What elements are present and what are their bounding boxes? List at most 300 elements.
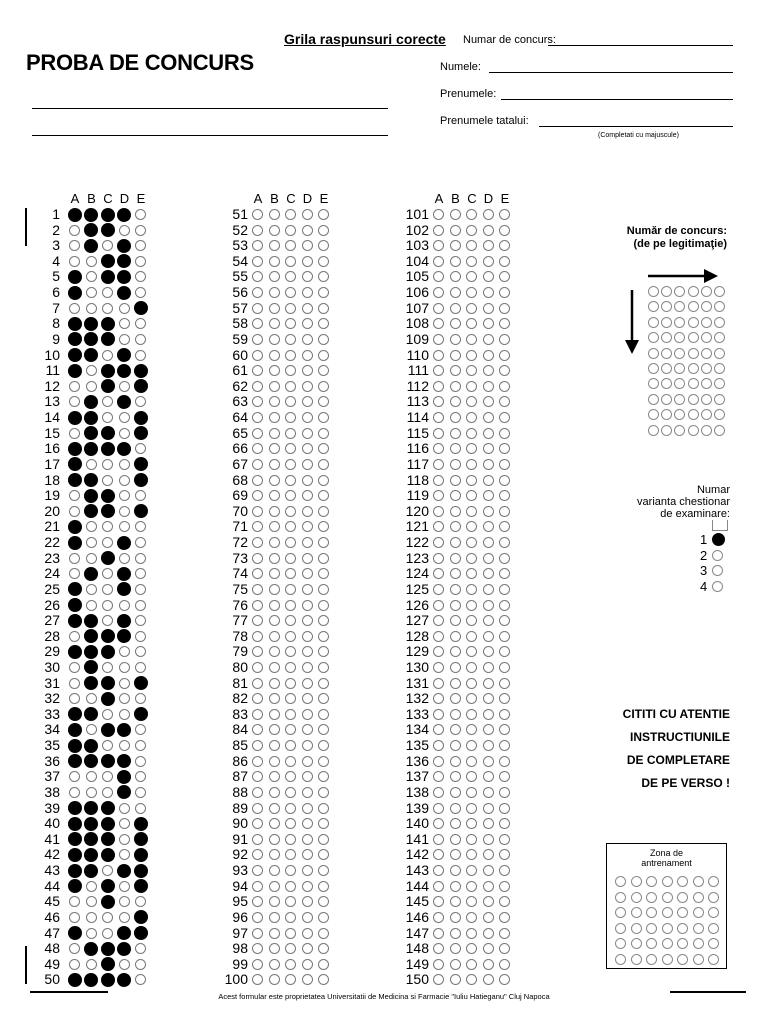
registration-digit-bubble[interactable] <box>701 425 712 436</box>
answer-bubble-b[interactable] <box>269 475 280 486</box>
answer-bubble-d[interactable] <box>483 943 494 954</box>
answer-bubble-e[interactable] <box>135 225 146 236</box>
training-bubble[interactable] <box>708 938 719 949</box>
answer-bubble-d[interactable] <box>302 209 313 220</box>
answer-bubble-c[interactable] <box>102 865 113 876</box>
answer-bubble-c[interactable] <box>466 475 477 486</box>
answer-bubble-b[interactable] <box>84 239 98 253</box>
answer-bubble-d[interactable] <box>119 803 130 814</box>
answer-bubble-c[interactable] <box>102 475 113 486</box>
answer-bubble-e[interactable] <box>499 303 510 314</box>
answer-bubble-a[interactable] <box>252 756 263 767</box>
answer-bubble-c[interactable] <box>466 662 477 673</box>
training-bubble[interactable] <box>677 907 688 918</box>
answer-bubble-c[interactable] <box>102 600 113 611</box>
answer-bubble-e[interactable] <box>318 803 329 814</box>
answer-bubble-c[interactable] <box>466 553 477 564</box>
answer-bubble-d[interactable] <box>483 928 494 939</box>
registration-digit-bubble[interactable] <box>648 348 659 359</box>
answer-bubble-e[interactable] <box>318 756 329 767</box>
answer-bubble-b[interactable] <box>86 256 97 267</box>
answer-bubble-a[interactable] <box>433 724 444 735</box>
answer-bubble-e[interactable] <box>134 879 148 893</box>
answer-bubble-e[interactable] <box>499 396 510 407</box>
answer-bubble-d[interactable] <box>119 521 130 532</box>
training-bubble[interactable] <box>693 876 704 887</box>
answer-bubble-d[interactable] <box>302 803 313 814</box>
training-bubble[interactable] <box>677 892 688 903</box>
answer-bubble-c[interactable] <box>102 412 113 423</box>
answer-bubble-b[interactable] <box>86 584 97 595</box>
registration-digit-bubble[interactable] <box>701 332 712 343</box>
answer-bubble-a[interactable] <box>252 678 263 689</box>
answer-bubble-c[interactable] <box>285 943 296 954</box>
answer-bubble-a[interactable] <box>252 396 263 407</box>
answer-bubble-d[interactable] <box>117 723 131 737</box>
answer-bubble-e[interactable] <box>499 490 510 501</box>
answer-bubble-c[interactable] <box>466 240 477 251</box>
answer-bubble-d[interactable] <box>302 631 313 642</box>
answer-bubble-c[interactable] <box>101 223 115 237</box>
answer-bubble-d[interactable] <box>302 928 313 939</box>
answer-bubble-a[interactable] <box>433 381 444 392</box>
answer-bubble-a[interactable] <box>69 787 80 798</box>
answer-bubble-e[interactable] <box>318 568 329 579</box>
answer-bubble-c[interactable] <box>101 208 115 222</box>
answer-bubble-c[interactable] <box>466 709 477 720</box>
answer-bubble-a[interactable] <box>68 348 82 362</box>
answer-bubble-d[interactable] <box>302 724 313 735</box>
answer-bubble-d[interactable] <box>483 412 494 423</box>
variant-option-bubble[interactable] <box>712 565 723 576</box>
registration-digit-bubble[interactable] <box>648 378 659 389</box>
answer-bubble-e[interactable] <box>135 740 146 751</box>
answer-bubble-d[interactable] <box>483 365 494 376</box>
answer-bubble-c[interactable] <box>466 678 477 689</box>
registration-digit-bubble[interactable] <box>661 378 672 389</box>
answer-bubble-d[interactable] <box>302 396 313 407</box>
answer-bubble-e[interactable] <box>318 303 329 314</box>
answer-bubble-a[interactable] <box>252 225 263 236</box>
answer-bubble-e[interactable] <box>318 350 329 361</box>
answer-bubble-d[interactable] <box>302 303 313 314</box>
answer-bubble-c[interactable] <box>466 912 477 923</box>
answer-bubble-d[interactable] <box>119 881 130 892</box>
answer-bubble-b[interactable] <box>450 428 461 439</box>
answer-bubble-d[interactable] <box>119 912 130 923</box>
answer-bubble-a[interactable] <box>252 287 263 298</box>
answer-bubble-b[interactable] <box>86 896 97 907</box>
registration-digit-bubble[interactable] <box>714 332 725 343</box>
training-bubble[interactable] <box>646 892 657 903</box>
answer-bubble-e[interactable] <box>318 646 329 657</box>
answer-bubble-b[interactable] <box>86 881 97 892</box>
answer-bubble-d[interactable] <box>117 239 131 253</box>
answer-bubble-d[interactable] <box>483 600 494 611</box>
answer-bubble-b[interactable] <box>86 381 97 392</box>
answer-bubble-a[interactable] <box>433 318 444 329</box>
answer-bubble-d[interactable] <box>483 787 494 798</box>
answer-bubble-b[interactable] <box>269 365 280 376</box>
answer-bubble-c[interactable] <box>466 928 477 939</box>
answer-bubble-e[interactable] <box>134 504 148 518</box>
answer-bubble-d[interactable] <box>119 459 130 470</box>
answer-bubble-e[interactable] <box>318 334 329 345</box>
answer-bubble-b[interactable] <box>269 631 280 642</box>
answer-bubble-b[interactable] <box>84 504 98 518</box>
answer-bubble-a[interactable] <box>252 490 263 501</box>
answer-bubble-a[interactable] <box>433 818 444 829</box>
answer-bubble-c[interactable] <box>285 709 296 720</box>
answer-bubble-d[interactable] <box>302 584 313 595</box>
training-bubble[interactable] <box>677 938 688 949</box>
answer-bubble-e[interactable] <box>318 662 329 673</box>
answer-bubble-b[interactable] <box>450 693 461 704</box>
registration-digit-bubble[interactable] <box>661 332 672 343</box>
answer-bubble-d[interactable] <box>119 678 130 689</box>
answer-bubble-a[interactable] <box>252 240 263 251</box>
answer-bubble-e[interactable] <box>318 506 329 517</box>
answer-bubble-c[interactable] <box>466 225 477 236</box>
answer-bubble-c[interactable] <box>466 459 477 470</box>
answer-bubble-d[interactable] <box>483 350 494 361</box>
field-line-contest-number[interactable] <box>548 45 733 46</box>
registration-digit-bubble[interactable] <box>714 378 725 389</box>
answer-bubble-b[interactable] <box>86 303 97 314</box>
answer-bubble-a[interactable] <box>433 209 444 220</box>
answer-bubble-c[interactable] <box>101 645 115 659</box>
answer-bubble-e[interactable] <box>499 724 510 735</box>
answer-bubble-d[interactable] <box>117 973 131 987</box>
training-bubble[interactable] <box>615 938 626 949</box>
answer-bubble-b[interactable] <box>269 350 280 361</box>
answer-bubble-e[interactable] <box>318 584 329 595</box>
answer-bubble-d[interactable] <box>483 803 494 814</box>
answer-bubble-a[interactable] <box>252 271 263 282</box>
answer-bubble-b[interactable] <box>450 740 461 751</box>
answer-bubble-c[interactable] <box>466 287 477 298</box>
training-bubble[interactable] <box>662 907 673 918</box>
answer-bubble-b[interactable] <box>269 490 280 501</box>
answer-bubble-c[interactable] <box>102 303 113 314</box>
answer-bubble-d[interactable] <box>302 615 313 626</box>
answer-bubble-c[interactable] <box>466 631 477 642</box>
answer-bubble-b[interactable] <box>269 209 280 220</box>
answer-bubble-e[interactable] <box>135 490 146 501</box>
answer-bubble-a[interactable] <box>433 756 444 767</box>
answer-bubble-c[interactable] <box>285 475 296 486</box>
answer-bubble-a[interactable] <box>252 209 263 220</box>
answer-bubble-b[interactable] <box>84 473 98 487</box>
answer-bubble-b[interactable] <box>269 318 280 329</box>
answer-bubble-d[interactable] <box>483 662 494 673</box>
answer-bubble-c[interactable] <box>466 756 477 767</box>
answer-bubble-d[interactable] <box>483 740 494 751</box>
answer-bubble-d[interactable] <box>302 678 313 689</box>
answer-bubble-b[interactable] <box>269 568 280 579</box>
answer-bubble-a[interactable] <box>252 615 263 626</box>
answer-bubble-e[interactable] <box>134 864 148 878</box>
training-bubble[interactable] <box>615 954 626 965</box>
answer-bubble-d[interactable] <box>483 459 494 470</box>
answer-bubble-d[interactable] <box>119 318 130 329</box>
answer-bubble-c[interactable] <box>285 443 296 454</box>
answer-bubble-e[interactable] <box>318 553 329 564</box>
answer-bubble-a[interactable] <box>69 568 80 579</box>
answer-bubble-b[interactable] <box>269 912 280 923</box>
answer-bubble-b[interactable] <box>86 459 97 470</box>
answer-bubble-b[interactable] <box>269 521 280 532</box>
answer-bubble-c[interactable] <box>102 662 113 673</box>
answer-bubble-a[interactable] <box>252 521 263 532</box>
answer-bubble-a[interactable] <box>68 739 82 753</box>
registration-digit-bubble[interactable] <box>688 317 699 328</box>
answer-bubble-a[interactable] <box>69 553 80 564</box>
answer-bubble-d[interactable] <box>302 428 313 439</box>
answer-bubble-a[interactable] <box>433 662 444 673</box>
answer-bubble-e[interactable] <box>135 756 146 767</box>
answer-bubble-c[interactable] <box>285 490 296 501</box>
answer-bubble-d[interactable] <box>483 756 494 767</box>
answer-bubble-b[interactable] <box>269 646 280 657</box>
answer-bubble-a[interactable] <box>252 865 263 876</box>
answer-bubble-e[interactable] <box>318 396 329 407</box>
answer-bubble-b[interactable] <box>269 787 280 798</box>
answer-bubble-d[interactable] <box>302 365 313 376</box>
answer-bubble-e[interactable] <box>499 225 510 236</box>
answer-bubble-e[interactable] <box>318 709 329 720</box>
registration-digit-bubble[interactable] <box>661 317 672 328</box>
answer-bubble-a[interactable] <box>68 364 82 378</box>
answer-bubble-d[interactable] <box>302 740 313 751</box>
answer-bubble-a[interactable] <box>433 912 444 923</box>
answer-bubble-a[interactable] <box>433 803 444 814</box>
answer-bubble-b[interactable] <box>269 553 280 564</box>
registration-digit-bubble[interactable] <box>714 425 725 436</box>
answer-bubble-b[interactable] <box>450 537 461 548</box>
answer-bubble-a[interactable] <box>69 771 80 782</box>
answer-bubble-a[interactable] <box>252 459 263 470</box>
answer-bubble-c[interactable] <box>285 350 296 361</box>
answer-bubble-c[interactable] <box>285 678 296 689</box>
answer-bubble-a[interactable] <box>433 646 444 657</box>
registration-digit-bubble[interactable] <box>714 363 725 374</box>
answer-bubble-d[interactable] <box>483 896 494 907</box>
answer-bubble-c[interactable] <box>285 865 296 876</box>
answer-bubble-a[interactable] <box>433 443 444 454</box>
answer-bubble-c[interactable] <box>285 724 296 735</box>
registration-digit-bubble[interactable] <box>688 363 699 374</box>
answer-bubble-d[interactable] <box>302 865 313 876</box>
answer-bubble-b[interactable] <box>269 240 280 251</box>
answer-bubble-d[interactable] <box>483 584 494 595</box>
answer-bubble-c[interactable] <box>466 350 477 361</box>
answer-bubble-d[interactable] <box>302 881 313 892</box>
field-line-first-name[interactable] <box>501 99 733 100</box>
answer-bubble-e[interactable] <box>318 287 329 298</box>
answer-bubble-c[interactable] <box>101 723 115 737</box>
answer-bubble-e[interactable] <box>135 318 146 329</box>
answer-bubble-e[interactable] <box>499 974 510 985</box>
answer-bubble-b[interactable] <box>84 832 98 846</box>
answer-bubble-d[interactable] <box>302 834 313 845</box>
answer-bubble-d[interactable] <box>302 381 313 392</box>
answer-bubble-d[interactable] <box>119 381 130 392</box>
training-bubble[interactable] <box>677 876 688 887</box>
answer-bubble-e[interactable] <box>135 553 146 564</box>
answer-bubble-d[interactable] <box>302 787 313 798</box>
answer-bubble-e[interactable] <box>318 912 329 923</box>
answer-bubble-c[interactable] <box>285 225 296 236</box>
answer-bubble-a[interactable] <box>69 240 80 251</box>
answer-bubble-a[interactable] <box>433 787 444 798</box>
training-bubble[interactable] <box>677 923 688 934</box>
answer-bubble-a[interactable] <box>68 582 82 596</box>
registration-digit-bubble[interactable] <box>674 394 685 405</box>
answer-bubble-d[interactable] <box>302 490 313 501</box>
answer-bubble-d[interactable] <box>302 709 313 720</box>
answer-bubble-b[interactable] <box>84 754 98 768</box>
registration-digit-bubble[interactable] <box>648 301 659 312</box>
answer-bubble-e[interactable] <box>499 912 510 923</box>
answer-bubble-b[interactable] <box>450 662 461 673</box>
answer-bubble-e[interactable] <box>499 818 510 829</box>
answer-bubble-d[interactable] <box>119 740 130 751</box>
answer-bubble-c[interactable] <box>466 865 477 876</box>
training-bubble[interactable] <box>708 923 719 934</box>
answer-bubble-c[interactable] <box>466 724 477 735</box>
training-bubble[interactable] <box>631 923 642 934</box>
answer-bubble-a[interactable] <box>69 662 80 673</box>
answer-bubble-b[interactable] <box>86 553 97 564</box>
left-blank-line-1[interactable] <box>32 108 388 109</box>
answer-bubble-d[interactable] <box>483 912 494 923</box>
answer-bubble-c[interactable] <box>285 881 296 892</box>
registration-digit-bubble[interactable] <box>688 394 699 405</box>
answer-bubble-c[interactable] <box>466 818 477 829</box>
answer-bubble-a[interactable] <box>68 332 82 346</box>
answer-bubble-b[interactable] <box>84 614 98 628</box>
answer-bubble-c[interactable] <box>285 209 296 220</box>
registration-digit-bubble[interactable] <box>648 286 659 297</box>
answer-bubble-e[interactable] <box>318 724 329 735</box>
answer-bubble-e[interactable] <box>135 443 146 454</box>
answer-bubble-d[interactable] <box>483 631 494 642</box>
answer-bubble-a[interactable] <box>433 881 444 892</box>
answer-bubble-b[interactable] <box>450 334 461 345</box>
training-bubble[interactable] <box>615 907 626 918</box>
answer-bubble-e[interactable] <box>134 676 148 690</box>
answer-bubble-e[interactable] <box>135 256 146 267</box>
answer-bubble-d[interactable] <box>302 600 313 611</box>
training-bubble[interactable] <box>646 907 657 918</box>
answer-bubble-d[interactable] <box>117 629 131 643</box>
answer-bubble-e[interactable] <box>318 631 329 642</box>
answer-bubble-a[interactable] <box>252 428 263 439</box>
answer-bubble-c[interactable] <box>466 834 477 845</box>
answer-bubble-b[interactable] <box>269 428 280 439</box>
answer-bubble-d[interactable] <box>117 926 131 940</box>
answer-bubble-d[interactable] <box>483 396 494 407</box>
answer-bubble-c[interactable] <box>101 801 115 815</box>
answer-bubble-e[interactable] <box>135 943 146 954</box>
answer-bubble-a[interactable] <box>252 303 263 314</box>
answer-bubble-c[interactable] <box>466 303 477 314</box>
answer-bubble-a[interactable] <box>68 208 82 222</box>
answer-bubble-c[interactable] <box>285 615 296 626</box>
answer-bubble-b[interactable] <box>269 600 280 611</box>
answer-bubble-e[interactable] <box>135 568 146 579</box>
registration-digit-bubble[interactable] <box>714 394 725 405</box>
answer-bubble-b[interactable] <box>84 395 98 409</box>
answer-bubble-c[interactable] <box>285 740 296 751</box>
answer-bubble-a[interactable] <box>252 443 263 454</box>
answer-bubble-c[interactable] <box>285 771 296 782</box>
answer-bubble-b[interactable] <box>269 256 280 267</box>
answer-bubble-b[interactable] <box>450 600 461 611</box>
answer-bubble-a[interactable] <box>433 459 444 470</box>
answer-bubble-e[interactable] <box>318 865 329 876</box>
answer-bubble-e[interactable] <box>318 881 329 892</box>
answer-bubble-a[interactable] <box>433 959 444 970</box>
answer-bubble-d[interactable] <box>483 709 494 720</box>
answer-bubble-c[interactable] <box>285 646 296 657</box>
answer-bubble-e[interactable] <box>135 724 146 735</box>
answer-bubble-a[interactable] <box>433 849 444 860</box>
answer-bubble-b[interactable] <box>450 928 461 939</box>
answer-bubble-b[interactable] <box>269 412 280 423</box>
answer-bubble-c[interactable] <box>102 771 113 782</box>
answer-bubble-b[interactable] <box>450 209 461 220</box>
answer-bubble-b[interactable] <box>450 896 461 907</box>
training-bubble[interactable] <box>615 892 626 903</box>
answer-bubble-b[interactable] <box>84 645 98 659</box>
registration-digit-bubble[interactable] <box>648 332 659 343</box>
answer-bubble-d[interactable] <box>483 771 494 782</box>
answer-bubble-e[interactable] <box>134 457 148 471</box>
answer-bubble-d[interactable] <box>302 443 313 454</box>
answer-bubble-c[interactable] <box>101 973 115 987</box>
answer-bubble-a[interactable] <box>433 475 444 486</box>
answer-bubble-c[interactable] <box>285 928 296 939</box>
answer-bubble-d[interactable] <box>483 381 494 392</box>
answer-bubble-c[interactable] <box>285 568 296 579</box>
answer-bubble-e[interactable] <box>134 364 148 378</box>
answer-bubble-a[interactable] <box>69 396 80 407</box>
answer-bubble-b[interactable] <box>450 818 461 829</box>
answer-bubble-c[interactable] <box>466 771 477 782</box>
answer-bubble-b[interactable] <box>269 849 280 860</box>
registration-digit-bubble[interactable] <box>674 425 685 436</box>
answer-bubble-e[interactable] <box>318 537 329 548</box>
answer-bubble-a[interactable] <box>433 412 444 423</box>
answer-bubble-b[interactable] <box>84 707 98 721</box>
answer-bubble-a[interactable] <box>252 600 263 611</box>
answer-bubble-c[interactable] <box>466 209 477 220</box>
answer-bubble-a[interactable] <box>68 864 82 878</box>
registration-digit-bubble[interactable] <box>714 348 725 359</box>
answer-bubble-e[interactable] <box>318 787 329 798</box>
answer-bubble-a[interactable] <box>252 475 263 486</box>
answer-bubble-e[interactable] <box>135 803 146 814</box>
training-bubble[interactable] <box>631 954 642 965</box>
answer-bubble-e[interactable] <box>134 426 148 440</box>
answer-bubble-b[interactable] <box>84 801 98 815</box>
training-bubble[interactable] <box>708 954 719 965</box>
registration-digit-bubble[interactable] <box>688 409 699 420</box>
answer-bubble-c[interactable] <box>285 974 296 985</box>
answer-bubble-d[interactable] <box>119 849 130 860</box>
